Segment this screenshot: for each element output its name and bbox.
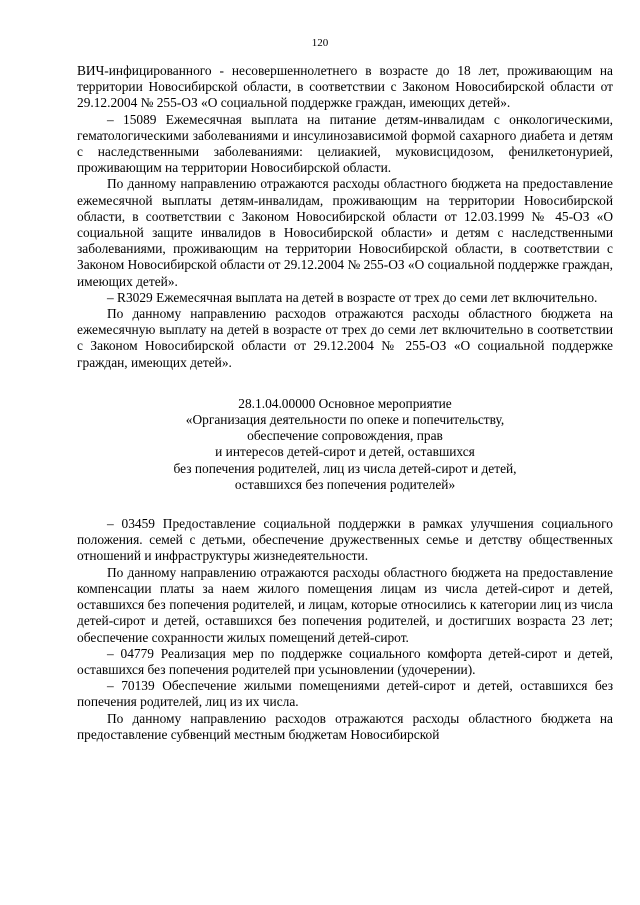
bottom-section (77, 516, 613, 743)
heading-line-3: обеспечение сопровождения, прав (247, 428, 443, 444)
paragraph-bottom-2: По данному направлению отражаются расходы областного бюджета на предоставление компенсации платы за наем жилого помещения лицам из числа детей-сирот и детей, оставшихся без попечения родителей, и лицам, которые относились к категории лиц из числа детей-сирот и детей, оставшихся без попечения родителей, и достигших возраста 23 лет; обеспечение сохранности жилых помещений детей-сирот. (77, 564, 613, 645)
page-content (77, 63, 613, 743)
paragraph-bottom-4: – 70139 Обеспечение жилыми помещениями детей-сирот и детей, оставшихся без попечения родителей, лиц из их числа. (77, 678, 613, 710)
heading-line-4: и интересов детей-сирот и детей, оставшихся (215, 444, 475, 460)
heading-line-2: «Организация деятельности по опеке и попечительству, (185, 412, 505, 428)
paragraph-bottom-3: – 04779 Реализация мер по поддержке социального комфорта детей-сирот и детей, оставшихся без попечения родителей при усыновлении (удочерении). (77, 645, 613, 677)
heading-line-6: оставшихся без попечения родителей» (234, 476, 456, 492)
heading-line-1: 28.1.04.00000 Основное мероприятие (238, 395, 452, 411)
heading-line-5: без попечения родителей, лиц из числа детей-сирот и детей, (173, 460, 517, 476)
paragraph-top-1: ВИЧ-инфицированного - несовершеннолетнего в возрасте до 18 лет, проживающим на территории Новосибирской области, в соответствии с Законом Новосибирской области от 29.12.2004 № 255-ОЗ «О социальной поддержке граждан, имеющих детей». (77, 63, 613, 111)
paragraph-top-2: – 15089 Ежемесячная выплата на питание детям-инвалидам с онкологическими, гематологическими заболеваниями и инсулинозависимой формой сахарного диабета и детям с наследственными заболеваниями: целиакией, муковисцидозом, фенилкетонурией, проживающим на территории Новосибирской области. (77, 111, 613, 176)
paragraph-bottom-1: – 03459 Предоставление социальной поддержки в рамках улучшения социального положения. семей с детьми, обеспечение дружественных семье и детству общественных отношений и инфраструктуры жизнедеятельности. (77, 516, 613, 564)
paragraph-top-3: По данному направлению отражаются расходы областного бюджета на предоставление ежемесячной выплаты детям-инвалидам, проживающим на территории Новосибирской области, в соответствии с Законом Новосибирской области от 12.03.1999 № 45-ОЗ «О социальной защите инвалидов в Новосибирской области» и детям с наследственными заболеваниями, проживающим на территории Новосибирской области, в соответствии с Законом Новосибирской области от 29.12.2004 № 255-ОЗ «О социальной поддержке граждан, имеющих детей». (77, 176, 613, 289)
paragraph-top-5: По данному направлению расходов отражаются расходы областного бюджета на ежемесячную выплату на детей в возрасте от трех до семи лет включительно в соответствии с Законом Новосибирской области от 29.12.2004 № 255-ОЗ «О социальной поддержке граждан, имеющих детей». (77, 306, 613, 370)
page-number: 120 (311, 37, 329, 49)
paragraph-bottom-5: По данному направлению расходов отражаются расходы областного бюджета на предоставление субвенций местным бюджетам Новосибирской (77, 710, 613, 742)
section-heading (77, 396, 613, 493)
paragraph-top-4: – R3029 Ежемесячная выплата на детей в возрасте от трех до семи лет включительно. (107, 289, 598, 305)
top-section (77, 63, 613, 371)
